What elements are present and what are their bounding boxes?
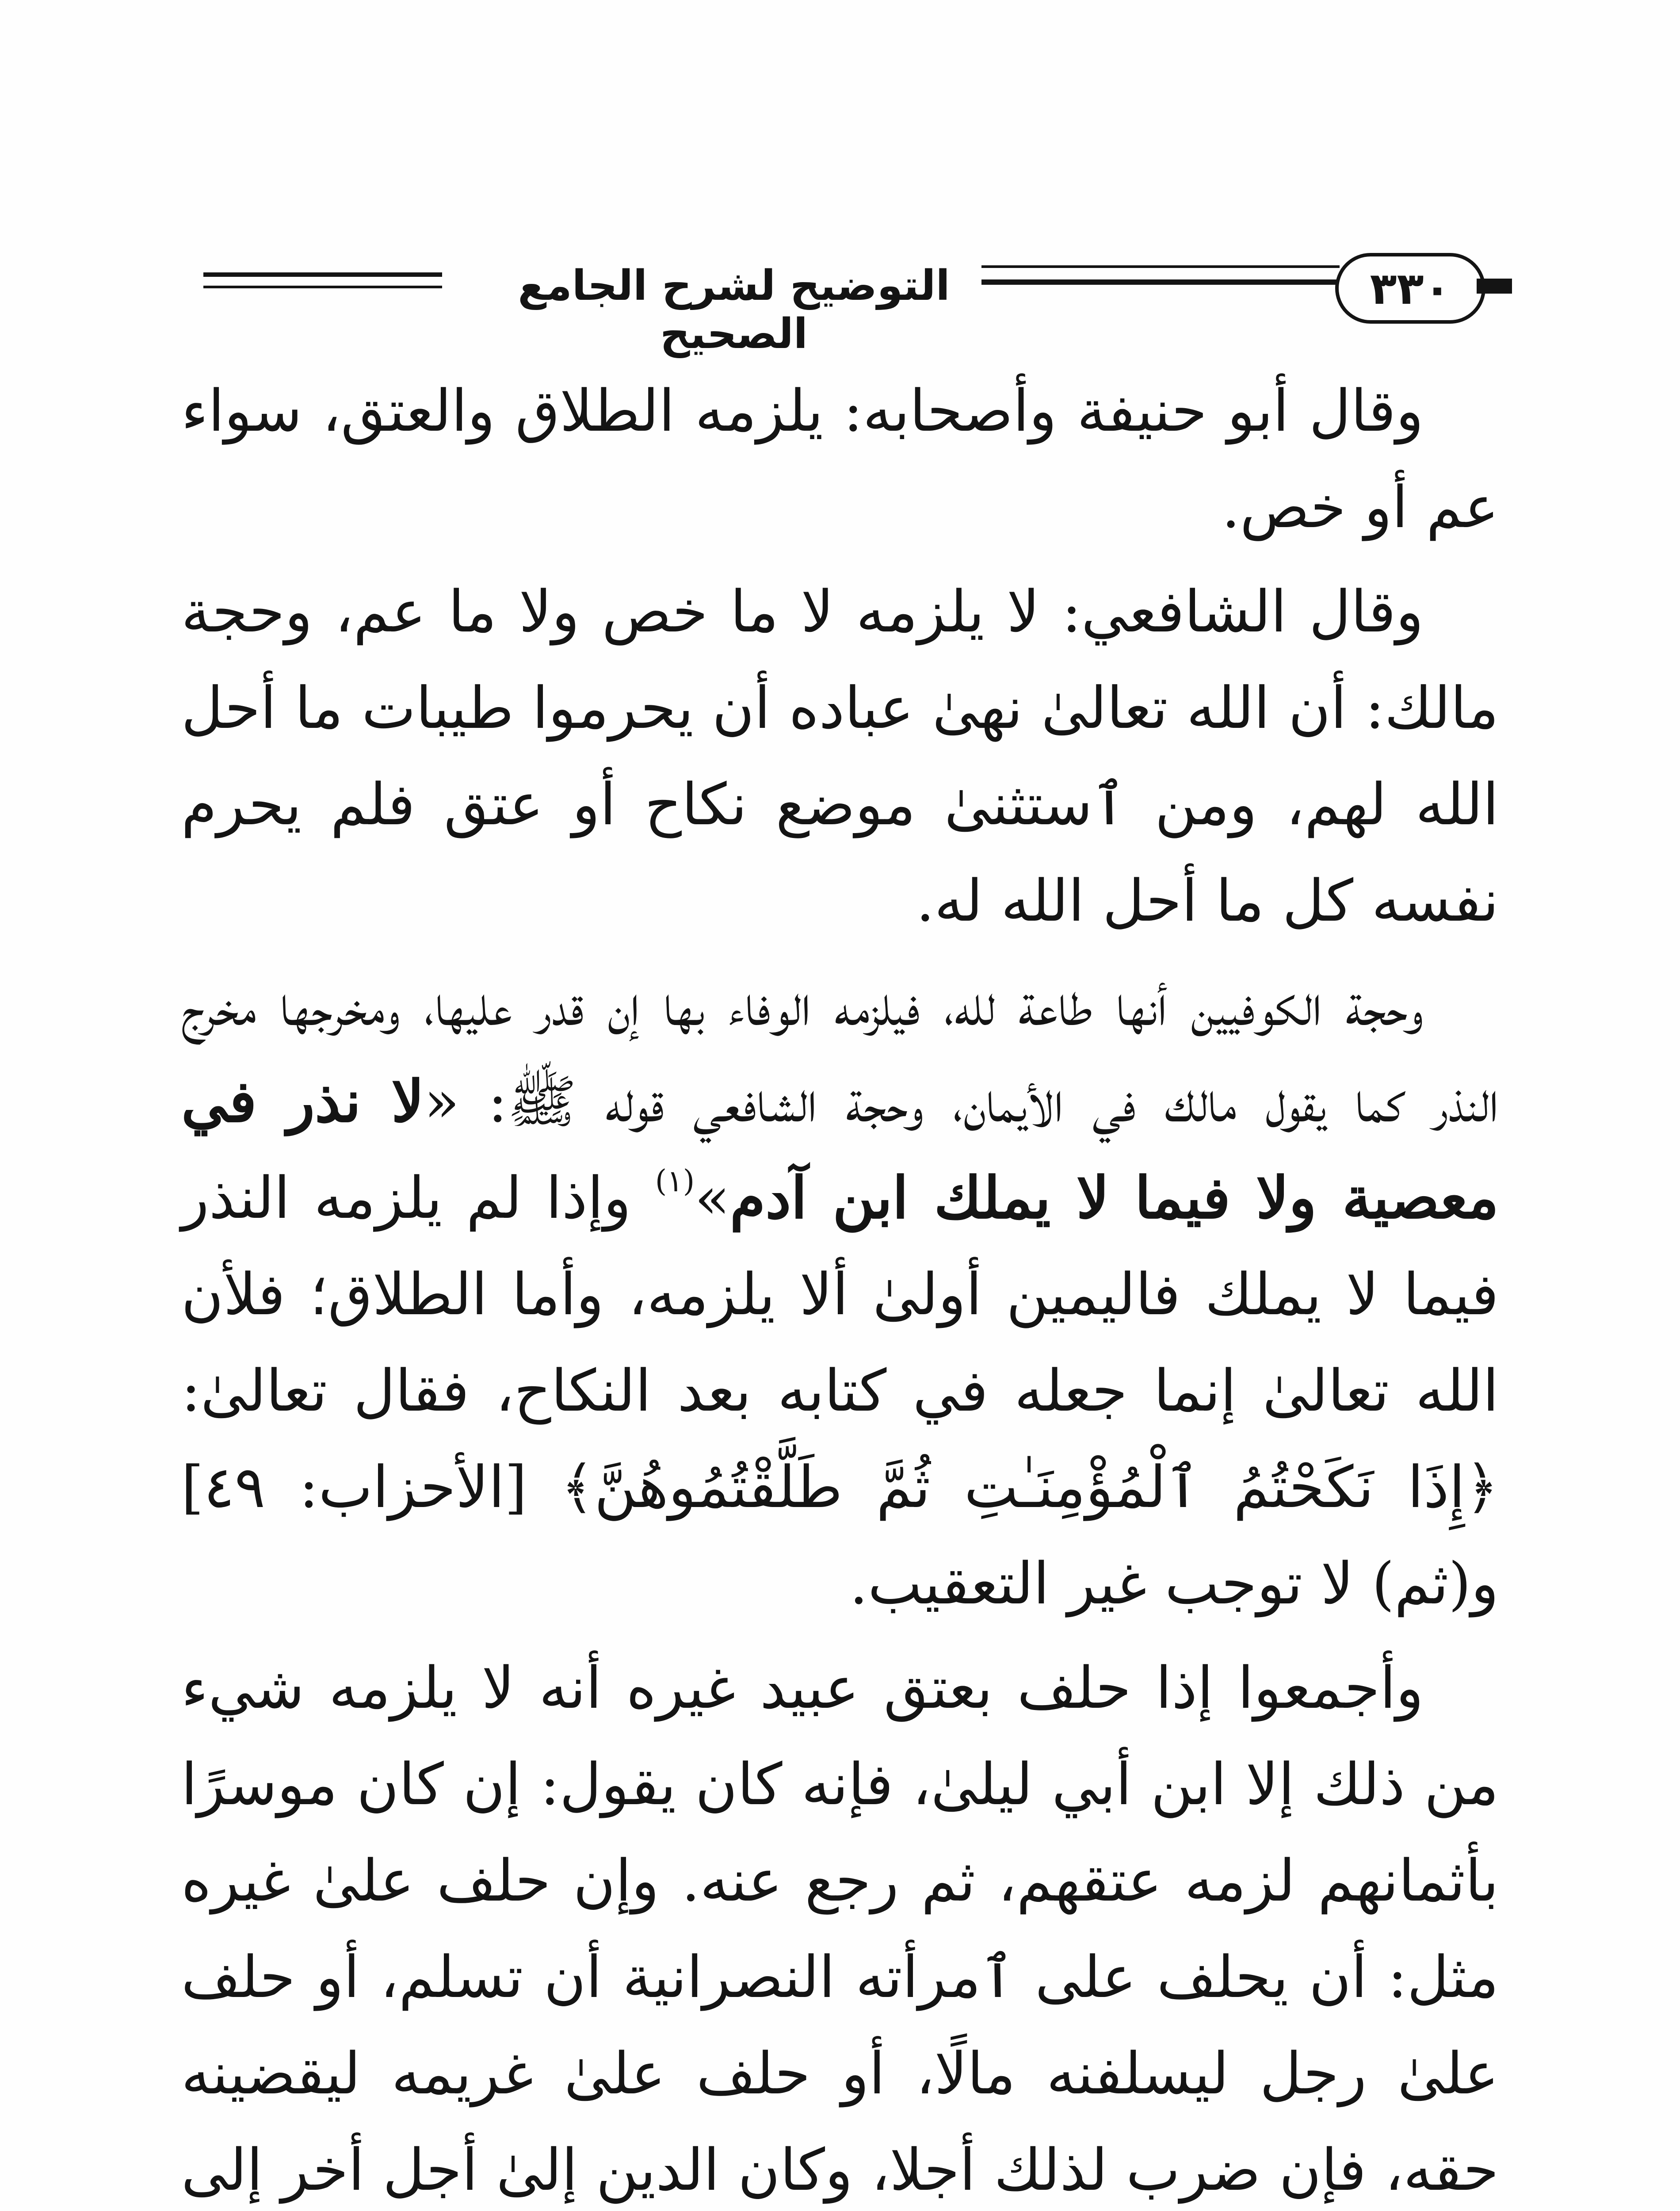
header-rule-middle-top	[981, 265, 1340, 268]
hadith-quote: لا نذر في معصية ولا فيما لا يملك ابن آدم	[181, 1067, 1499, 1232]
paragraph-3	[181, 957, 1499, 1632]
running-title: التوضيح لشرح الجامع الصحيح	[518, 262, 950, 358]
paragraph-3-part-1: وحجة الكوفيين أنها طاعة لله، فيلزمه الوفاء بها إن قدر عليها، ومخرجها مخرج النذر كما يقول مالك في الأيمان، وحجة الشافعي قوله ﷺ: «	[181, 972, 1499, 1135]
footnote-ref-1[interactable]: (١)	[655, 1164, 695, 1199]
page-number: ٣٣٠	[1370, 262, 1451, 314]
header-rule-left-bottom	[203, 286, 442, 288]
main-text	[181, 363, 1499, 2211]
page-number-badge	[1335, 253, 1485, 324]
running-header	[186, 248, 1512, 358]
paragraph-2: وقال الشافعي: لا يلزمه لا ما خص ولا ما عم، وحجة مالك: أن الله تعالىٰ نهىٰ عباده أن يحرموا طيبات ما أحل الله لهم، ومن ٱستثنىٰ موضع نكاح أو عتق فلم يحرم نفسه كل ما أحل الله له.	[181, 578, 1499, 934]
header-rule-right	[1477, 279, 1512, 294]
paragraph-1: وقال أبو حنيفة وأصحابه: يلزمه الطلاق والعتق، سواء عم أو خص.	[181, 377, 1499, 541]
paragraph-3-part-2: »	[695, 1164, 730, 1232]
paragraph-3-part-3: وإذا لم يلزمه النذر فيما لا يملك فاليمين أولىٰ ألا يلزمه، وأما الطلاق؛ فلأن الله تعالىٰ إنما جعله في كتابه بعد النكاح، فقال تعالىٰ: ﴿إِذَا نَكَحْتُمُ ٱلْمُؤْمِنَـٰتِ ثُمَّ طَلَّقْتُمُوهُنَّ﴾ [الأحزاب: ٤٩] و(ثم) لا توجب غير التعقيب.	[181, 1164, 1499, 1617]
header-rule-left-top	[203, 272, 442, 277]
paragraph-4	[181, 1640, 1499, 2211]
header-rule-middle-bottom	[981, 279, 1340, 285]
paragraph-4-part-1: وأجمعوا إذا حلف بعتق عبيد غيره أنه لا يلزمه شيء من ذلك إلا ابن أبي ليلىٰ، فإنه كان يقول: إن كان موسرًا بأثمانهم لزمه عتقهم، ثم رجع عنه. وإن حلف علىٰ غيره مثل: أن يحلف على ٱمرأته النصرانية أن تسلم، أو حلف علىٰ رجل ليسلفنه مالًا، أو حلف علىٰ غريمه ليقضينه حقه، فإن ضرب لذلك أجلا، وكان الدين إلىٰ أجل أخر إلى	[181, 1654, 1499, 2203]
